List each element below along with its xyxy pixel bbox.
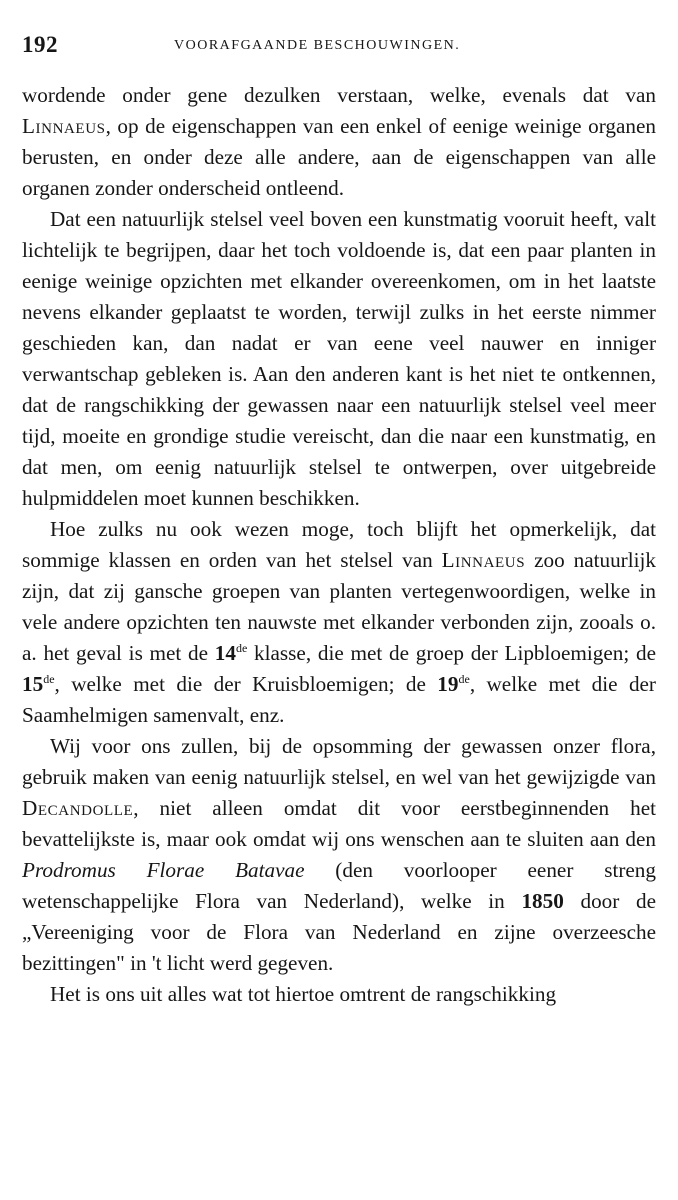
- paragraph-text-segment: , welke met die der Kruisbloemigen; de: [54, 672, 438, 696]
- paragraph: [22, 731, 656, 979]
- paragraph-text-segment: Linnaeus: [22, 114, 106, 138]
- paragraph-text-segment: de: [235, 641, 248, 655]
- page-number: 192: [22, 32, 58, 57]
- paragraph-text-segment: Het is ons uit alles wat tot hiertoe omtrent de rangschikking: [50, 982, 557, 1006]
- paragraph-text-segment: Linnaeus: [441, 548, 526, 572]
- paragraph-text-segment: de: [43, 672, 55, 686]
- paragraph: [22, 514, 656, 731]
- body-text: [22, 80, 656, 1010]
- paragraph-text-segment: Dat een natuurlijk stelsel veel boven een kunstmatig vooruit heeft, valt lichtelijk te begrijpen, daar het toch voldoende is, dat een paar planten in eenige weinige opzichten met elkander overeenkomen, om in het laatste nevens elkander geplaatst te worden, terwijl zulks in het eerste nimmer geschieden kan, dan nadat er van eene veel nauwer en inniger verwantschap gebleken is. Aan den anderen kant is het niet te ontkennen, dat de rangschikking der gewassen naar een natuurlijk stelsel veel meer tijd, moeite en grondige studie vereischt, dan die naar een kunstmatig, en dat men, om eenig natuurlijk stelsel te ontwerpen, over uitgebreide hulpmiddelen moet kunnen beschikken.: [22, 207, 656, 510]
- paragraph-text-segment: 1850: [521, 889, 564, 913]
- running-head: VOORAFGAANDE BESCHOUWINGEN.: [174, 38, 461, 53]
- paragraph-text-segment: Prodromus Florae Batavae: [22, 858, 305, 882]
- paragraph-text-segment: , op de eigenschappen van een enkel of eenige weinige organen berusten, en onder deze alle andere, aan de eigenschappen van alle organen zonder onderscheid ontleend.: [22, 114, 656, 200]
- paragraph-text-segment: , niet alleen omdat dit voor eerstbeginnenden het bevattelijkste is, maar ook omdat wij ons wenschen aan te sluiten aan den: [22, 796, 656, 851]
- page-header: [22, 30, 662, 60]
- paragraph-text-segment: 15: [22, 672, 44, 696]
- paragraph-text-segment: (den voorlooper eener streng wetenschappelijke Flora van Nederland), welke in: [22, 858, 656, 913]
- paragraph: [22, 204, 656, 514]
- paragraph-text-segment: door de „Vereeniging voor de Flora van Nederland en zijne overzeesche bezittingen" in 't licht werd gegeven.: [22, 889, 656, 975]
- paragraph-text-segment: Wij voor ons zullen, bij de opsomming der gewassen onzer flora, gebruik maken van eenig natuurlijk stelsel, en wel van het gewijzigde van: [22, 734, 656, 789]
- paragraph-text-segment: Hoe zulks nu ook wezen moge, toch blijft het opmerkelijk, dat sommige klassen en orden van het stelsel van: [22, 517, 656, 572]
- paragraph-text-segment: de: [458, 672, 470, 686]
- paragraph-text-segment: wordende onder gene dezulken verstaan, welke, evenals dat van: [22, 83, 656, 107]
- paragraph-text-segment: 19: [437, 672, 459, 696]
- paragraph-text-segment: klasse, die met de groep der Lipbloemigen; de: [247, 641, 656, 665]
- paragraph-text-segment: , welke met die der Saamhelmigen samenvalt, enz.: [22, 672, 656, 727]
- paragraph: [22, 979, 656, 1010]
- paragraph-text-segment: 14: [214, 641, 236, 665]
- paragraph-text-segment: Decandolle: [22, 796, 134, 820]
- paragraph: [22, 80, 656, 204]
- paragraph-text-segment: zoo natuurlijk zijn, dat zij gansche groepen van planten vertegenwoordigen, welke in vele andere opzichten ten nauwste met elkander verbonden zijn, zooals o. a. het geval is met de: [22, 548, 656, 665]
